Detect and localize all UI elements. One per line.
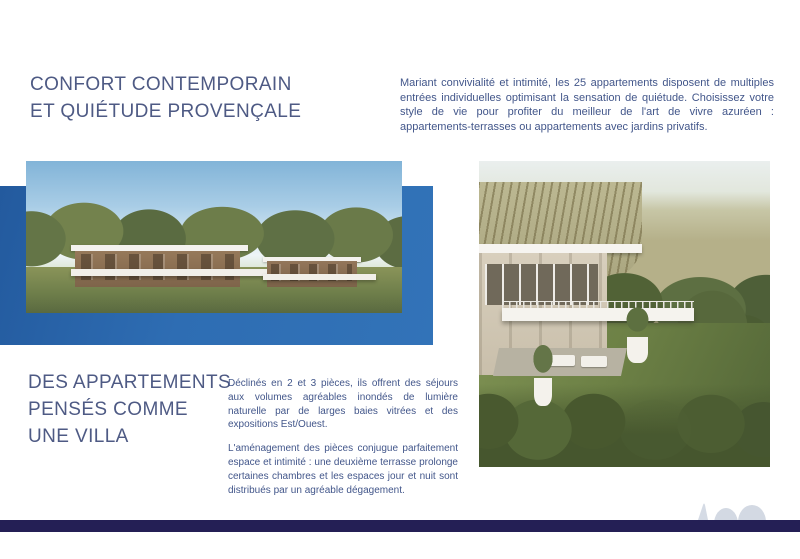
section2-heading-line2: PENSÉS COMME [28,399,188,420]
section2-text-column [228,377,458,507]
section1-heading [30,71,301,125]
section2-heading-line3: UNE VILLA [28,426,129,447]
section2-paragraph1: Déclinés en 2 et 3 pièces, ils offrent des séjours aux volumes agréables inondés de lumière naturelle par de larges baies vitrées et des expositions Est/Ouest. [228,378,458,431]
left-image-building1-terrace [71,269,270,276]
partial-logo-mark-icon [688,501,772,520]
right-image-window-recess [485,264,598,305]
footer-bar [0,520,800,532]
section2-paragraph2: L'aménagement des pièces conjugue parfaitement espace et intimité : une deuxième terrasse prolonge certaines chambres et les espaces jour et nuit sont distribués par un agréable dégagement. [228,443,458,496]
left-image-building2-terrace [263,274,376,280]
left-rendering-image [26,161,402,313]
right-image-lounger [581,356,607,366]
right-image-planter [534,378,551,406]
right-image-bushes [479,384,770,467]
right-image-terrace-slab [502,308,694,321]
right-photo-image [479,161,770,467]
section1-paragraph: Mariant convivialité et intimité, les 25 appartements disposent de multiples entrées individuelles optimisant la sensation de quiétude. Choisissez votre style de vie pour profiter du meilleur de l'art de vivre azuréen : appartements-terrasses ou appartements avec jardins privatifs. [400,77,774,133]
section2-heading-line1: DES APPARTEMENTS [28,372,232,393]
section2-heading [28,369,231,450]
section1-heading-line1: CONFORT CONTEMPORAIN [30,74,292,95]
section1-heading-line2: ET QUIÉTUDE PROVENÇALE [30,101,302,122]
right-image-planter [627,337,647,363]
